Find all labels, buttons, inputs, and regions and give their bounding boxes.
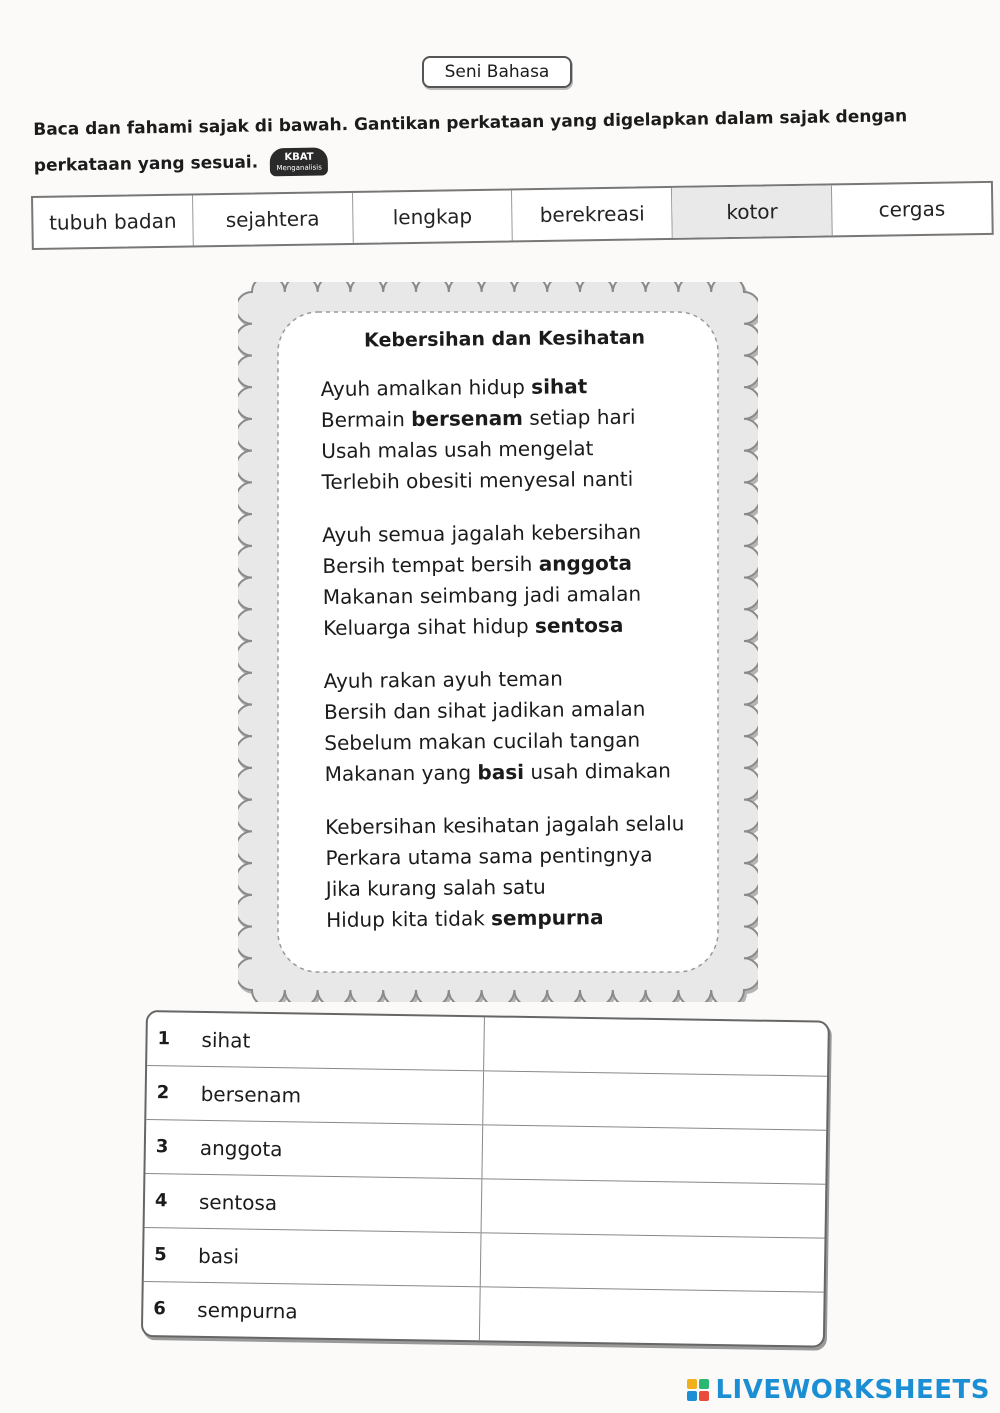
row-number: 6 [153,1298,167,1320]
poem-line: Ayuh rakan ayuh teman [323,666,564,693]
word-bank-item[interactable]: tubuh badan [33,195,194,248]
instruction [33,97,994,184]
poem-stanza [320,370,701,498]
kbat-badge-subtitle: Menganalisis [276,162,322,172]
word-bank-item[interactable]: cergas [878,196,946,222]
word-bank [31,181,994,250]
original-word: sihat [201,1027,251,1053]
answer-input[interactable] [483,1071,827,1129]
original-word: bersenam [200,1081,302,1107]
poem-line: Usah malas usah mengelat [321,436,594,463]
answer-prompt-cell [145,1120,483,1178]
answer-input[interactable] [482,1179,826,1237]
instruction-line-1: Baca dan fahami sajak di bawah. Gantikan perkataan yang digelapkan dalam sajak dengan [33,106,908,140]
original-word: anggota [199,1135,283,1161]
poem-line: Bersih dan sihat jadikan amalan [323,696,646,724]
poem-line: Ayuh amalkan hidup sihat [320,374,588,401]
kbat-badge-title: KBAT [284,151,314,163]
poem-stanza [325,808,706,936]
poem-line: Bersih tempat bersih anggota [322,550,633,578]
poem-line: Terlebih obesiti menyesal nanti [321,466,634,494]
poem-line: Ayuh semua jagalah kebersihan [322,519,642,547]
poem [320,326,707,958]
poem-line: Jika kurang salah satu [325,874,546,901]
poem-stanza [322,516,703,644]
answer-prompt-cell [146,1066,484,1124]
poem-line: Sebelum makan cucilah tangan [324,727,641,755]
instruction-line-2-text: perkataan yang sesuai. [33,152,259,176]
liveworksheets-watermark [687,1375,990,1405]
row-number: 3 [155,1136,169,1158]
answer-input[interactable] [480,1287,824,1345]
row-number: 4 [154,1190,168,1212]
poem-line: Kebersihan kesihatan jagalah selalu [325,811,685,839]
row-number: 1 [157,1028,171,1050]
row-number: 2 [156,1082,170,1104]
poem-line: Bermain bersenam setiap hari [320,404,636,432]
word-bank-item[interactable]: berekreasi [512,188,673,241]
answer-input[interactable] [484,1017,828,1075]
poem-line: Perkara utama sama pentingnya [325,842,653,870]
word-bank-item[interactable]: lengkap [353,190,514,243]
poem-title: Kebersihan dan Kesihatan [363,326,646,352]
answer-prompt-cell [144,1228,482,1286]
poem-line: Makanan seimbang jadi amalan [322,581,642,609]
word-bank-item[interactable]: kotor [672,185,833,238]
answer-prompt-cell [147,1012,485,1070]
section-tag: Seni Bahasa [422,56,572,88]
original-word: sempurna [197,1297,298,1323]
watermark-text: LIVEWORKSHEETS [715,1375,990,1405]
poem-line: Makanan yang basi usah dimakan [324,758,672,786]
kbat-badge [270,147,328,176]
answer-input[interactable] [481,1233,825,1291]
poem-stanza [324,662,705,790]
poem-line: Keluarga sihat hidup sentosa [322,612,624,640]
word-bank-item[interactable]: sejahtera [193,193,354,246]
answer-input[interactable] [482,1125,826,1183]
answer-table [141,1010,830,1348]
poem-line: Hidup kita tidak sempurna [326,905,604,932]
answer-prompt-cell [145,1174,483,1232]
row-number: 5 [153,1244,167,1266]
liveworksheets-logo-icon [687,1379,709,1401]
table-row [143,1282,824,1346]
original-word: basi [197,1243,240,1268]
original-word: sentosa [198,1189,278,1215]
answer-prompt-cell [143,1282,481,1340]
